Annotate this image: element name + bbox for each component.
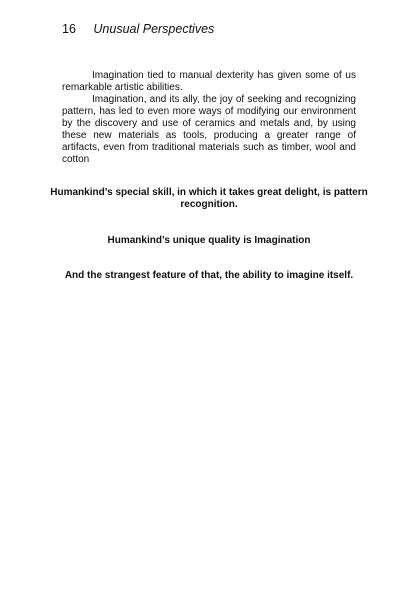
statement-imagination: Humankind’s unique quality is Imagination [107,235,311,246]
statement-pattern-recognition: Humankind’s special skill, in which it takes great delight, is pattern recognition. [50,187,368,210]
paragraph: Imagination, and its ally, the joy of seeking and recognizing pattern, has led to even more ways of modifying our environment by the discovery and use of ceramics and metals and, by using these new materials as tools, producing a greater range of artifacts, even from traditional materials such as timber, wool and cotton [62,94,356,165]
page-header [62,22,214,36]
page-number: 16 [62,22,76,36]
running-title: Unusual Perspectives [93,22,215,36]
statement-imagine-itself: And the strangest feature of that, the ability to imagine itself. [64,270,354,281]
paragraph: Imagination tied to manual dexterity has given some of us remarkable artistic abilities. [62,70,356,93]
body-text [62,70,356,166]
